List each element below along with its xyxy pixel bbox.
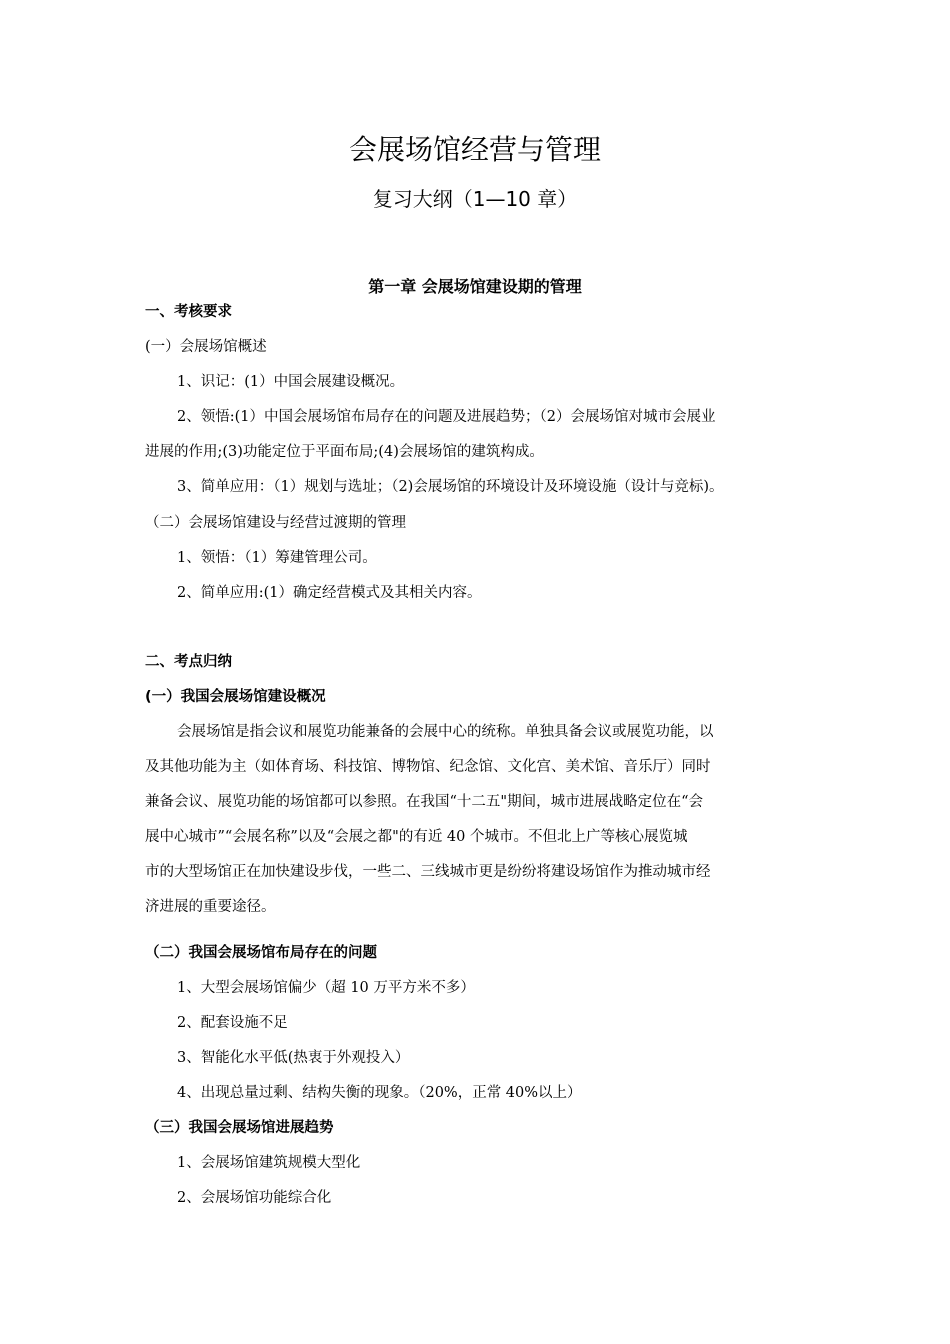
- list-item: 1、大型会展场馆偏少（超 10 万平方米不多）: [177, 980, 475, 996]
- section-heading: 一、考核要求: [145, 304, 232, 320]
- document-subtitle: 复习大纲（1—10 章）: [372, 187, 578, 211]
- subsection-heading: （二）会展场馆建设与经营过渡期的管理: [145, 515, 406, 531]
- list-item: 4、出现总量过剩、结构失衡的现象。（20%，正常 40%以上）: [177, 1085, 582, 1101]
- section-heading: 二、考点归纳: [145, 654, 232, 670]
- paragraph-line: 济进展的重要途径。: [145, 899, 276, 915]
- subsection-heading: (一）我国会展场馆建设概况: [145, 689, 326, 705]
- paragraph-line: 市的大型场馆正在加快建设步伐，一些二、三线城市更是纷纷将建设场馆作为推动城市经: [145, 864, 711, 880]
- paragraph-line: 及其他功能为主（如体育场、科技馆、博物馆、纪念馆、文化宫、美术馆、音乐厅）同时: [145, 759, 711, 775]
- list-item: 2、简单应用:(1）确定经营模式及其相关内容。: [177, 585, 482, 601]
- subsection-heading: (一）会展场馆概述: [145, 339, 267, 355]
- chapter-title: 第一章 会展场馆建设期的管理: [368, 277, 582, 296]
- document-title: 会展场馆经营与管理: [348, 133, 601, 166]
- list-item: 2、配套设施不足: [177, 1015, 288, 1031]
- list-item: 1、会展场馆建筑规模大型化: [177, 1155, 361, 1171]
- list-item-continuation: 进展的作用;(3)功能定位于平面布局;(4)会展场馆的建筑构成。: [145, 444, 544, 460]
- subsection-heading: （二）我国会展场馆布局存在的问题: [145, 945, 377, 961]
- paragraph-line: 兼备会议、展览功能的场馆都可以参照。在我国“十二五"期间，城市进展战略定位在“会: [145, 794, 703, 810]
- subsection-heading: （三）我国会展场馆进展趋势: [145, 1120, 334, 1136]
- paragraph-line: 展中心城市”“会展名称”以及“会展之都"的有近 40 个城市。不但北上广等核心展览城: [145, 829, 688, 845]
- list-item: 2、会展场馆功能综合化: [177, 1190, 332, 1206]
- list-item: 1、识记：(1）中国会展建设概况。: [177, 374, 405, 390]
- paragraph-line: 会展场馆是指会议和展览功能兼备的会展中心的统称。单独具备会议或展览功能，以: [177, 724, 714, 740]
- list-item: 3、智能化水平低(热衷于外观投入）: [177, 1050, 410, 1066]
- list-item: 3、简单应用：（1）规划与选址；（2)会展场馆的环境设计及环境设施（设计与竞标)。: [177, 479, 724, 495]
- list-item: 2、领悟:(1）中国会展场馆布局存在的问题及进展趋势；（2）会展场馆对城市会展业: [177, 409, 716, 425]
- list-item: 1、领悟：（1）筹建管理公司。: [177, 550, 377, 566]
